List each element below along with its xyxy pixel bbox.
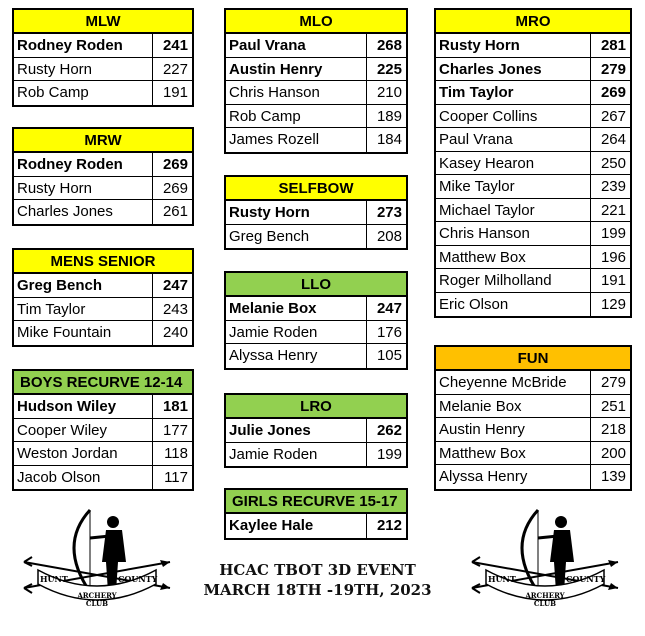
- archer-name: Melanie Box: [229, 300, 317, 317]
- archer-score: 212: [366, 514, 406, 538]
- archer-name: Chris Hanson: [439, 225, 530, 242]
- logo-bottom-line2: CLUB: [533, 599, 557, 608]
- table-header: MLW: [14, 10, 192, 34]
- archer-name: Paul Vrana: [229, 37, 306, 54]
- archer-name: Tim Taylor: [439, 84, 514, 101]
- table-row: [14, 442, 192, 466]
- archer-name: Julie Jones: [229, 422, 311, 439]
- archer-score: 176: [366, 321, 406, 344]
- table-row: [14, 58, 192, 82]
- table-selfbow: [224, 175, 408, 250]
- logo-bottom-line1: ARCHERY: [525, 591, 565, 600]
- table-row: [436, 222, 630, 246]
- table-row: [14, 177, 192, 201]
- archer-score: 267: [590, 105, 630, 128]
- table-lro: [224, 393, 408, 468]
- archer-name: Charles Jones: [439, 60, 542, 78]
- archer-name: Greg Bench: [229, 227, 310, 245]
- archer-name: Matthew Box: [439, 444, 526, 462]
- archer-name: Alyssa Henry: [439, 468, 528, 485]
- archer-name: Rob Camp: [17, 84, 89, 101]
- archer-name: Jamie Roden: [229, 323, 318, 341]
- table-row: [436, 269, 630, 293]
- event-dates: MARCH 18TH -19TH, 2023: [203, 581, 432, 599]
- archery-club-logo-left: [18, 500, 176, 616]
- table-row: [226, 321, 406, 345]
- table-row: [226, 81, 406, 105]
- archer-score: 261: [152, 200, 192, 224]
- archer-score: 269: [590, 81, 630, 104]
- archer-score: 250: [590, 152, 630, 175]
- archer-score: 269: [152, 177, 192, 200]
- table-row: [436, 442, 630, 466]
- archer-name: Jamie Roden: [229, 445, 318, 463]
- archer-name: Chris Hanson: [229, 84, 320, 101]
- archer-score: 105: [366, 344, 406, 368]
- archer-score: 199: [366, 443, 406, 467]
- table-row: [226, 58, 406, 82]
- table-header: MENS SENIOR: [14, 250, 192, 274]
- logo-bottom-line2: CLUB: [85, 599, 109, 608]
- table-row: [14, 395, 192, 419]
- table-row: [436, 293, 630, 317]
- logo-left-word: HUNT: [40, 574, 68, 584]
- archer-score: 208: [366, 225, 406, 249]
- archer-score: 118: [152, 442, 192, 465]
- archer-name: Mike Taylor: [439, 178, 515, 195]
- event-title: [190, 560, 445, 600]
- archer-score: 117: [152, 466, 192, 490]
- table-row: [14, 321, 192, 345]
- table-row: [14, 81, 192, 105]
- archer-score: 139: [590, 465, 630, 489]
- table-row: [226, 514, 406, 538]
- archer-score: 199: [590, 222, 630, 245]
- table-row: [226, 201, 406, 225]
- table-row: [14, 419, 192, 443]
- archer-score: 218: [590, 418, 630, 441]
- archer-name: Weston Jordan: [17, 445, 118, 462]
- archer-name: Rusty Horn: [229, 204, 310, 221]
- archer-score: 268: [366, 34, 406, 57]
- table-row: [436, 34, 630, 58]
- archer-name: Rodney Roden: [17, 37, 123, 54]
- archer-score: 181: [152, 395, 192, 418]
- archer-name: Rusty Horn: [439, 37, 520, 54]
- archer-score: 196: [590, 246, 630, 269]
- archer-name: Austin Henry: [229, 60, 323, 78]
- table-row: [14, 153, 192, 177]
- logo-right-word: COUNTY: [566, 574, 606, 584]
- archer-name: Rusty Horn: [17, 179, 93, 197]
- archer-score: 264: [590, 128, 630, 151]
- table-header: MRW: [14, 129, 192, 153]
- archer-name: Kasey Hearon: [439, 154, 535, 172]
- archer-score: 279: [590, 58, 630, 81]
- archer-name: Roger Milholland: [439, 272, 552, 289]
- archer-score: 262: [366, 419, 406, 442]
- archer-score: 247: [366, 297, 406, 320]
- archer-score: 227: [152, 58, 192, 81]
- table-mlo: [224, 8, 408, 154]
- archer-score: 210: [366, 81, 406, 104]
- archer-name: Alyssa Henry: [229, 347, 318, 364]
- archer-name: Michael Taylor: [439, 201, 535, 219]
- table-row: [436, 175, 630, 199]
- table-row: [226, 105, 406, 129]
- table-row: [226, 443, 406, 467]
- table-header: FUN: [436, 347, 630, 371]
- table-row: [14, 200, 192, 224]
- table-header: LLO: [226, 273, 406, 297]
- table-row: [14, 466, 192, 490]
- archer-emblem-icon: [18, 500, 176, 616]
- table-row: [226, 225, 406, 249]
- table-row: [14, 274, 192, 298]
- table-header: SELFBOW: [226, 177, 406, 201]
- table-row: [436, 418, 630, 442]
- table-boys-recurve: [12, 369, 194, 491]
- archer-score: 243: [152, 298, 192, 321]
- table-row: [436, 246, 630, 270]
- table-row: [436, 128, 630, 152]
- archer-score: 184: [366, 128, 406, 152]
- logo-bottom-line1: ARCHERY: [77, 591, 117, 600]
- archer-score: 241: [152, 34, 192, 57]
- table-row: [436, 199, 630, 223]
- table-header: MLO: [226, 10, 406, 34]
- table-row: [226, 128, 406, 152]
- table-llo: [224, 271, 408, 370]
- table-row: [14, 298, 192, 322]
- archer-score: 269: [152, 153, 192, 176]
- archer-score: 279: [590, 371, 630, 394]
- archer-name: Rusty Horn: [17, 60, 93, 78]
- table-row: [226, 34, 406, 58]
- table-row: [436, 105, 630, 129]
- table-row: [436, 465, 630, 489]
- table-row: [436, 395, 630, 419]
- archer-name: Kaylee Hale: [229, 517, 314, 534]
- archer-name: Rob Camp: [229, 107, 301, 125]
- archer-score: 129: [590, 293, 630, 317]
- table-row: [436, 152, 630, 176]
- archery-club-logo-right: [466, 500, 624, 616]
- event-name: HCAC TBOT 3D EVENT: [219, 561, 416, 579]
- table-header: GIRLS RECURVE 15-17: [226, 490, 406, 514]
- logo-right-word: COUNTY: [118, 574, 158, 584]
- archer-score: 191: [152, 81, 192, 105]
- archer-name: Charles Jones: [17, 203, 113, 220]
- archer-score: 239: [590, 175, 630, 198]
- archer-name: Eric Olson: [439, 295, 509, 313]
- table-row: [14, 34, 192, 58]
- table-row: [436, 58, 630, 82]
- archer-score: 200: [590, 442, 630, 465]
- logo-left-word: HUNT: [488, 574, 516, 584]
- archer-name: Matthew Box: [439, 248, 526, 266]
- table-mrw: [12, 127, 194, 226]
- table-mens-senior: [12, 248, 194, 347]
- table-row: [226, 297, 406, 321]
- table-header: LRO: [226, 395, 406, 419]
- archer-name: Cheyenne McBride: [439, 374, 567, 391]
- archer-score: 177: [152, 419, 192, 442]
- table-row: [226, 344, 406, 368]
- archer-emblem-icon: [466, 500, 624, 616]
- table-girls-recurve: [224, 488, 408, 540]
- archer-score: 225: [366, 58, 406, 81]
- archer-score: 189: [366, 105, 406, 128]
- archer-name: Cooper Wiley: [17, 421, 108, 439]
- archer-name: Cooper Collins: [439, 107, 538, 125]
- archer-name: Greg Bench: [17, 277, 103, 294]
- archer-score: 247: [152, 274, 192, 297]
- archer-name: Melanie Box: [439, 397, 522, 415]
- archer-name: Jacob Olson: [17, 468, 101, 486]
- archer-name: Austin Henry: [439, 421, 525, 438]
- archer-score: 251: [590, 395, 630, 418]
- archer-score: 191: [590, 269, 630, 292]
- archer-name: Paul Vrana: [439, 131, 513, 148]
- table-row: [436, 81, 630, 105]
- table-mro: [434, 8, 632, 318]
- archer-score: 240: [152, 321, 192, 345]
- table-header: BOYS RECURVE 12-14: [14, 371, 192, 395]
- archer-name: James Rozell: [229, 131, 320, 148]
- archer-name: Rodney Roden: [17, 156, 123, 173]
- archer-name: Tim Taylor: [17, 300, 86, 318]
- archer-name: Hudson Wiley: [17, 398, 117, 415]
- table-row: [436, 371, 630, 395]
- table-mlw: [12, 8, 194, 107]
- archer-name: Mike Fountain: [17, 324, 112, 341]
- table-header: MRO: [436, 10, 630, 34]
- archer-score: 273: [366, 201, 406, 224]
- archer-score: 281: [590, 34, 630, 57]
- table-row: [226, 419, 406, 443]
- table-fun: [434, 345, 632, 491]
- archer-score: 221: [590, 199, 630, 222]
